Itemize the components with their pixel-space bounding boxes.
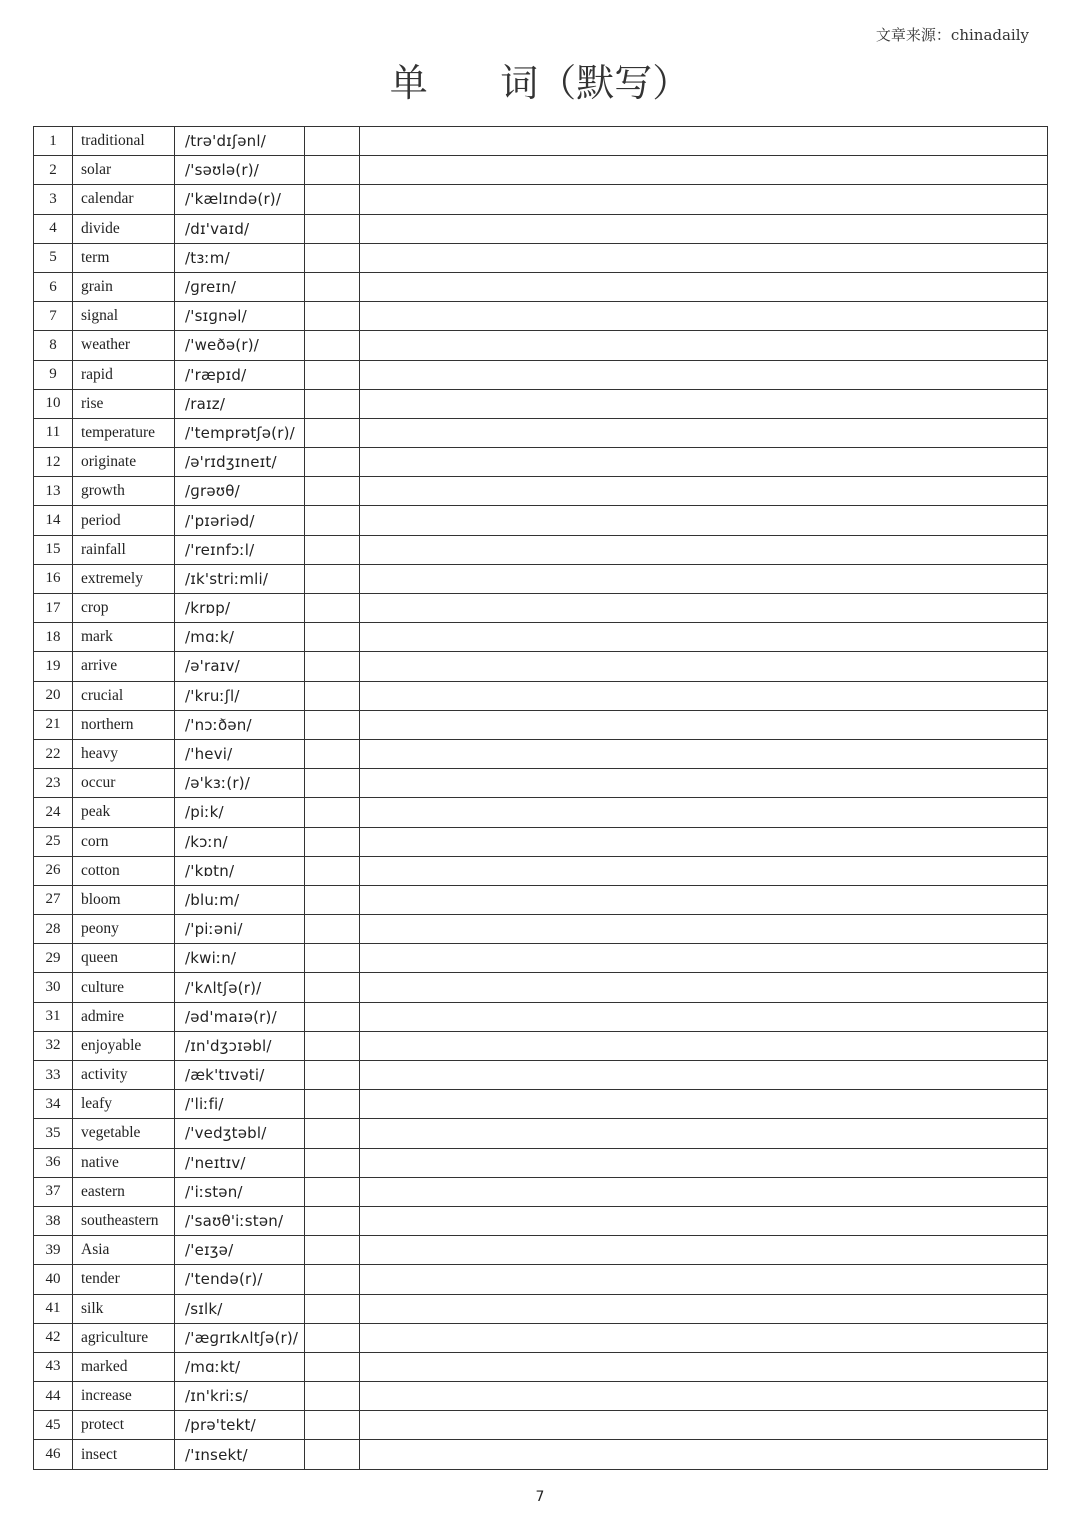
blank-cell bbox=[305, 331, 360, 360]
word-cell: growth bbox=[73, 477, 175, 506]
table-row bbox=[34, 1352, 1048, 1381]
row-number: 29 bbox=[34, 944, 73, 973]
table-row bbox=[34, 1440, 1048, 1469]
phonetic-cell: /dɪ'vaɪd/ bbox=[175, 214, 305, 243]
phonetic-cell: /'neɪtɪv/ bbox=[175, 1148, 305, 1177]
word-cell: traditional bbox=[73, 127, 175, 156]
blank-cell bbox=[305, 1352, 360, 1381]
answer-cell bbox=[360, 127, 1048, 156]
blank-cell bbox=[305, 506, 360, 535]
phonetic-cell: /'səʊlə(r)/ bbox=[175, 156, 305, 185]
table-row bbox=[34, 1119, 1048, 1148]
table-row bbox=[34, 1148, 1048, 1177]
row-number: 27 bbox=[34, 885, 73, 914]
word-cell: divide bbox=[73, 214, 175, 243]
row-number: 3 bbox=[34, 185, 73, 214]
row-number: 15 bbox=[34, 535, 73, 564]
answer-cell bbox=[360, 1265, 1048, 1294]
answer-cell bbox=[360, 973, 1048, 1002]
answer-cell bbox=[360, 1323, 1048, 1352]
table-row bbox=[34, 448, 1048, 477]
table-row bbox=[34, 1206, 1048, 1235]
table-row bbox=[34, 652, 1048, 681]
blank-cell bbox=[305, 973, 360, 1002]
blank-cell bbox=[305, 1002, 360, 1031]
word-cell: silk bbox=[73, 1294, 175, 1323]
word-cell: rapid bbox=[73, 360, 175, 389]
table-row bbox=[34, 185, 1048, 214]
phonetic-cell: /'nɔːðən/ bbox=[175, 710, 305, 739]
word-cell: peony bbox=[73, 915, 175, 944]
blank-cell bbox=[305, 302, 360, 331]
blank-cell bbox=[305, 739, 360, 768]
answer-cell bbox=[360, 1440, 1048, 1469]
table-row bbox=[34, 885, 1048, 914]
word-cell: corn bbox=[73, 827, 175, 856]
blank-cell bbox=[305, 564, 360, 593]
row-number: 25 bbox=[34, 827, 73, 856]
answer-cell bbox=[360, 185, 1048, 214]
row-number: 4 bbox=[34, 214, 73, 243]
phonetic-cell: /kɔːn/ bbox=[175, 827, 305, 856]
table-row bbox=[34, 1411, 1048, 1440]
table-row bbox=[34, 915, 1048, 944]
word-cell: activity bbox=[73, 1061, 175, 1090]
blank-cell bbox=[305, 769, 360, 798]
source-note: 文章来源：chinadaily bbox=[875, 26, 1029, 44]
word-cell: arrive bbox=[73, 652, 175, 681]
phonetic-cell: /ɪn'kriːs/ bbox=[175, 1382, 305, 1411]
answer-cell bbox=[360, 389, 1048, 418]
blank-cell bbox=[305, 448, 360, 477]
row-number: 36 bbox=[34, 1148, 73, 1177]
row-number: 31 bbox=[34, 1002, 73, 1031]
phonetic-cell: /'liːfi/ bbox=[175, 1090, 305, 1119]
row-number: 2 bbox=[34, 156, 73, 185]
blank-cell bbox=[305, 856, 360, 885]
answer-cell bbox=[360, 1294, 1048, 1323]
table-row bbox=[34, 1031, 1048, 1060]
word-cell: bloom bbox=[73, 885, 175, 914]
blank-cell bbox=[305, 944, 360, 973]
row-number: 20 bbox=[34, 681, 73, 710]
table-row bbox=[34, 973, 1048, 1002]
blank-cell bbox=[305, 652, 360, 681]
row-number: 6 bbox=[34, 272, 73, 301]
answer-cell bbox=[360, 827, 1048, 856]
answer-cell bbox=[360, 623, 1048, 652]
table-row bbox=[34, 535, 1048, 564]
blank-cell bbox=[305, 1148, 360, 1177]
phonetic-cell: /ə'rɪdʒɪneɪt/ bbox=[175, 448, 305, 477]
blank-cell bbox=[305, 1411, 360, 1440]
answer-cell bbox=[360, 360, 1048, 389]
word-cell: signal bbox=[73, 302, 175, 331]
answer-cell bbox=[360, 798, 1048, 827]
word-cell: agriculture bbox=[73, 1323, 175, 1352]
row-number: 10 bbox=[34, 389, 73, 418]
answer-cell bbox=[360, 1352, 1048, 1381]
row-number: 34 bbox=[34, 1090, 73, 1119]
word-cell: occur bbox=[73, 769, 175, 798]
blank-cell bbox=[305, 1031, 360, 1060]
word-cell: vegetable bbox=[73, 1119, 175, 1148]
vocabulary-table-body bbox=[34, 127, 1048, 1470]
blank-cell bbox=[305, 623, 360, 652]
answer-cell bbox=[360, 302, 1048, 331]
phonetic-cell: /'vedʒtəbl/ bbox=[175, 1119, 305, 1148]
table-row bbox=[34, 827, 1048, 856]
blank-cell bbox=[305, 477, 360, 506]
blank-cell bbox=[305, 535, 360, 564]
phonetic-cell: /'kʌltʃə(r)/ bbox=[175, 973, 305, 1002]
blank-cell bbox=[305, 1206, 360, 1235]
word-cell: grain bbox=[73, 272, 175, 301]
answer-cell bbox=[360, 272, 1048, 301]
row-number: 26 bbox=[34, 856, 73, 885]
blank-cell bbox=[305, 681, 360, 710]
phonetic-cell: /bluːm/ bbox=[175, 885, 305, 914]
blank-cell bbox=[305, 1236, 360, 1265]
phonetic-cell: /'æɡrɪkʌltʃə(r)/ bbox=[175, 1323, 305, 1352]
answer-cell bbox=[360, 681, 1048, 710]
phonetic-cell: /'sɪɡnəl/ bbox=[175, 302, 305, 331]
word-cell: marked bbox=[73, 1352, 175, 1381]
word-cell: crucial bbox=[73, 681, 175, 710]
blank-cell bbox=[305, 885, 360, 914]
phonetic-cell: /'reɪnfɔːl/ bbox=[175, 535, 305, 564]
row-number: 11 bbox=[34, 418, 73, 447]
page-title: 单 词（默写） bbox=[389, 61, 691, 105]
phonetic-cell: /æk'tɪvəti/ bbox=[175, 1061, 305, 1090]
row-number: 8 bbox=[34, 331, 73, 360]
row-number: 17 bbox=[34, 594, 73, 623]
answer-cell bbox=[360, 506, 1048, 535]
answer-cell bbox=[360, 1002, 1048, 1031]
table-row bbox=[34, 739, 1048, 768]
phonetic-cell: /ɡrəʊθ/ bbox=[175, 477, 305, 506]
row-number: 18 bbox=[34, 623, 73, 652]
table-row bbox=[34, 594, 1048, 623]
phonetic-cell: /mɑːkt/ bbox=[175, 1352, 305, 1381]
answer-cell bbox=[360, 710, 1048, 739]
answer-cell bbox=[360, 652, 1048, 681]
answer-cell bbox=[360, 1177, 1048, 1206]
answer-cell bbox=[360, 243, 1048, 272]
table-row bbox=[34, 710, 1048, 739]
phonetic-cell: /'hevi/ bbox=[175, 739, 305, 768]
word-cell: increase bbox=[73, 1382, 175, 1411]
row-number: 19 bbox=[34, 652, 73, 681]
word-cell: protect bbox=[73, 1411, 175, 1440]
phonetic-cell: /sɪlk/ bbox=[175, 1294, 305, 1323]
table-row bbox=[34, 418, 1048, 447]
answer-cell bbox=[360, 739, 1048, 768]
row-number: 42 bbox=[34, 1323, 73, 1352]
answer-cell bbox=[360, 477, 1048, 506]
word-cell: culture bbox=[73, 973, 175, 1002]
phonetic-cell: /'eɪʒə/ bbox=[175, 1236, 305, 1265]
table-row bbox=[34, 243, 1048, 272]
row-number: 22 bbox=[34, 739, 73, 768]
row-number: 16 bbox=[34, 564, 73, 593]
blank-cell bbox=[305, 156, 360, 185]
table-row bbox=[34, 856, 1048, 885]
word-cell: Asia bbox=[73, 1236, 175, 1265]
table-row bbox=[34, 302, 1048, 331]
blank-cell bbox=[305, 1294, 360, 1323]
table-row bbox=[34, 272, 1048, 301]
table-row bbox=[34, 623, 1048, 652]
table-row bbox=[34, 156, 1048, 185]
row-number: 35 bbox=[34, 1119, 73, 1148]
table-row bbox=[34, 389, 1048, 418]
word-cell: southeastern bbox=[73, 1206, 175, 1235]
answer-cell bbox=[360, 418, 1048, 447]
phonetic-cell: /'ræpɪd/ bbox=[175, 360, 305, 389]
word-cell: eastern bbox=[73, 1177, 175, 1206]
table-row bbox=[34, 681, 1048, 710]
blank-cell bbox=[305, 1382, 360, 1411]
table-row bbox=[34, 769, 1048, 798]
phonetic-cell: /'iːstən/ bbox=[175, 1177, 305, 1206]
blank-cell bbox=[305, 594, 360, 623]
row-number: 5 bbox=[34, 243, 73, 272]
blank-cell bbox=[305, 1323, 360, 1352]
row-number: 46 bbox=[34, 1440, 73, 1469]
row-number: 21 bbox=[34, 710, 73, 739]
phonetic-cell: /tɜːm/ bbox=[175, 243, 305, 272]
word-cell: admire bbox=[73, 1002, 175, 1031]
phonetic-cell: /'kruːʃl/ bbox=[175, 681, 305, 710]
row-number: 40 bbox=[34, 1265, 73, 1294]
table-row bbox=[34, 798, 1048, 827]
blank-cell bbox=[305, 127, 360, 156]
word-cell: rainfall bbox=[73, 535, 175, 564]
answer-cell bbox=[360, 214, 1048, 243]
word-cell: queen bbox=[73, 944, 175, 973]
blank-cell bbox=[305, 1061, 360, 1090]
row-number: 37 bbox=[34, 1177, 73, 1206]
word-cell: heavy bbox=[73, 739, 175, 768]
blank-cell bbox=[305, 1119, 360, 1148]
phonetic-cell: /'kɒtn/ bbox=[175, 856, 305, 885]
blank-cell bbox=[305, 915, 360, 944]
row-number: 23 bbox=[34, 769, 73, 798]
answer-cell bbox=[360, 1119, 1048, 1148]
word-cell: native bbox=[73, 1148, 175, 1177]
row-number: 44 bbox=[34, 1382, 73, 1411]
row-number: 28 bbox=[34, 915, 73, 944]
word-cell: insect bbox=[73, 1440, 175, 1469]
table-row bbox=[34, 1002, 1048, 1031]
word-cell: calendar bbox=[73, 185, 175, 214]
row-number: 14 bbox=[34, 506, 73, 535]
answer-cell bbox=[360, 1236, 1048, 1265]
phonetic-cell: /əd'maɪə(r)/ bbox=[175, 1002, 305, 1031]
row-number: 9 bbox=[34, 360, 73, 389]
blank-cell bbox=[305, 418, 360, 447]
row-number: 39 bbox=[34, 1236, 73, 1265]
row-number: 41 bbox=[34, 1294, 73, 1323]
row-number: 24 bbox=[34, 798, 73, 827]
answer-cell bbox=[360, 769, 1048, 798]
phonetic-cell: /raɪz/ bbox=[175, 389, 305, 418]
table-row bbox=[34, 1236, 1048, 1265]
table-row bbox=[34, 1294, 1048, 1323]
phonetic-cell: /'tendə(r)/ bbox=[175, 1265, 305, 1294]
phonetic-cell: /'piːəni/ bbox=[175, 915, 305, 944]
answer-cell bbox=[360, 885, 1048, 914]
phonetic-cell: /krɒp/ bbox=[175, 594, 305, 623]
phonetic-cell: /'weðə(r)/ bbox=[175, 331, 305, 360]
word-cell: crop bbox=[73, 594, 175, 623]
answer-cell bbox=[360, 156, 1048, 185]
answer-cell bbox=[360, 1090, 1048, 1119]
table-row bbox=[34, 506, 1048, 535]
blank-cell bbox=[305, 360, 360, 389]
word-cell: solar bbox=[73, 156, 175, 185]
phonetic-cell: /'saʊθ'iːstən/ bbox=[175, 1206, 305, 1235]
word-cell: period bbox=[73, 506, 175, 535]
phonetic-cell: /trə'dɪʃənl/ bbox=[175, 127, 305, 156]
word-cell: mark bbox=[73, 623, 175, 652]
word-cell: leafy bbox=[73, 1090, 175, 1119]
phonetic-cell: /'kælɪndə(r)/ bbox=[175, 185, 305, 214]
answer-cell bbox=[360, 448, 1048, 477]
answer-cell bbox=[360, 535, 1048, 564]
answer-cell bbox=[360, 1411, 1048, 1440]
word-cell: enjoyable bbox=[73, 1031, 175, 1060]
blank-cell bbox=[305, 827, 360, 856]
row-number: 1 bbox=[34, 127, 73, 156]
phonetic-cell: /'pɪəriəd/ bbox=[175, 506, 305, 535]
phonetic-cell: /ɪk'striːmli/ bbox=[175, 564, 305, 593]
blank-cell bbox=[305, 710, 360, 739]
answer-cell bbox=[360, 856, 1048, 885]
table-row bbox=[34, 1382, 1048, 1411]
phonetic-cell: /kwiːn/ bbox=[175, 944, 305, 973]
page-number: 7 bbox=[535, 1489, 545, 1505]
phonetic-cell: /mɑːk/ bbox=[175, 623, 305, 652]
blank-cell bbox=[305, 272, 360, 301]
answer-cell bbox=[360, 564, 1048, 593]
blank-cell bbox=[305, 1090, 360, 1119]
answer-cell bbox=[360, 944, 1048, 973]
row-number: 43 bbox=[34, 1352, 73, 1381]
answer-cell bbox=[360, 915, 1048, 944]
table-row bbox=[34, 1265, 1048, 1294]
blank-cell bbox=[305, 243, 360, 272]
phonetic-cell: /'temprətʃə(r)/ bbox=[175, 418, 305, 447]
blank-cell bbox=[305, 1440, 360, 1469]
word-cell: cotton bbox=[73, 856, 175, 885]
phonetic-cell: /'ɪnsekt/ bbox=[175, 1440, 305, 1469]
row-number: 38 bbox=[34, 1206, 73, 1235]
blank-cell bbox=[305, 1177, 360, 1206]
row-number: 45 bbox=[34, 1411, 73, 1440]
table-row bbox=[34, 477, 1048, 506]
row-number: 33 bbox=[34, 1061, 73, 1090]
word-cell: peak bbox=[73, 798, 175, 827]
row-number: 32 bbox=[34, 1031, 73, 1060]
answer-cell bbox=[360, 1061, 1048, 1090]
phonetic-cell: /piːk/ bbox=[175, 798, 305, 827]
word-cell: originate bbox=[73, 448, 175, 477]
table-row bbox=[34, 1061, 1048, 1090]
answer-cell bbox=[360, 1382, 1048, 1411]
phonetic-cell: /ə'raɪv/ bbox=[175, 652, 305, 681]
answer-cell bbox=[360, 1148, 1048, 1177]
phonetic-cell: /prə'tekt/ bbox=[175, 1411, 305, 1440]
answer-cell bbox=[360, 1031, 1048, 1060]
word-cell: term bbox=[73, 243, 175, 272]
row-number: 7 bbox=[34, 302, 73, 331]
table-row bbox=[34, 331, 1048, 360]
word-cell: weather bbox=[73, 331, 175, 360]
phonetic-cell: /ɡreɪn/ bbox=[175, 272, 305, 301]
row-number: 30 bbox=[34, 973, 73, 1002]
answer-cell bbox=[360, 594, 1048, 623]
table-row bbox=[34, 360, 1048, 389]
word-cell: extremely bbox=[73, 564, 175, 593]
row-number: 12 bbox=[34, 448, 73, 477]
blank-cell bbox=[305, 214, 360, 243]
table-row bbox=[34, 564, 1048, 593]
table-row bbox=[34, 1177, 1048, 1206]
blank-cell bbox=[305, 389, 360, 418]
table-row bbox=[34, 1323, 1048, 1352]
table-row bbox=[34, 944, 1048, 973]
row-number: 13 bbox=[34, 477, 73, 506]
table-row bbox=[34, 214, 1048, 243]
blank-cell bbox=[305, 1265, 360, 1294]
answer-cell bbox=[360, 331, 1048, 360]
word-cell: northern bbox=[73, 710, 175, 739]
word-cell: temperature bbox=[73, 418, 175, 447]
word-cell: tender bbox=[73, 1265, 175, 1294]
vocabulary-table bbox=[33, 126, 1048, 1470]
blank-cell bbox=[305, 798, 360, 827]
table-row bbox=[34, 127, 1048, 156]
phonetic-cell: /ə'kɜː(r)/ bbox=[175, 769, 305, 798]
phonetic-cell: /ɪn'dʒɔɪəbl/ bbox=[175, 1031, 305, 1060]
blank-cell bbox=[305, 185, 360, 214]
table-row bbox=[34, 1090, 1048, 1119]
answer-cell bbox=[360, 1206, 1048, 1235]
word-cell: rise bbox=[73, 389, 175, 418]
